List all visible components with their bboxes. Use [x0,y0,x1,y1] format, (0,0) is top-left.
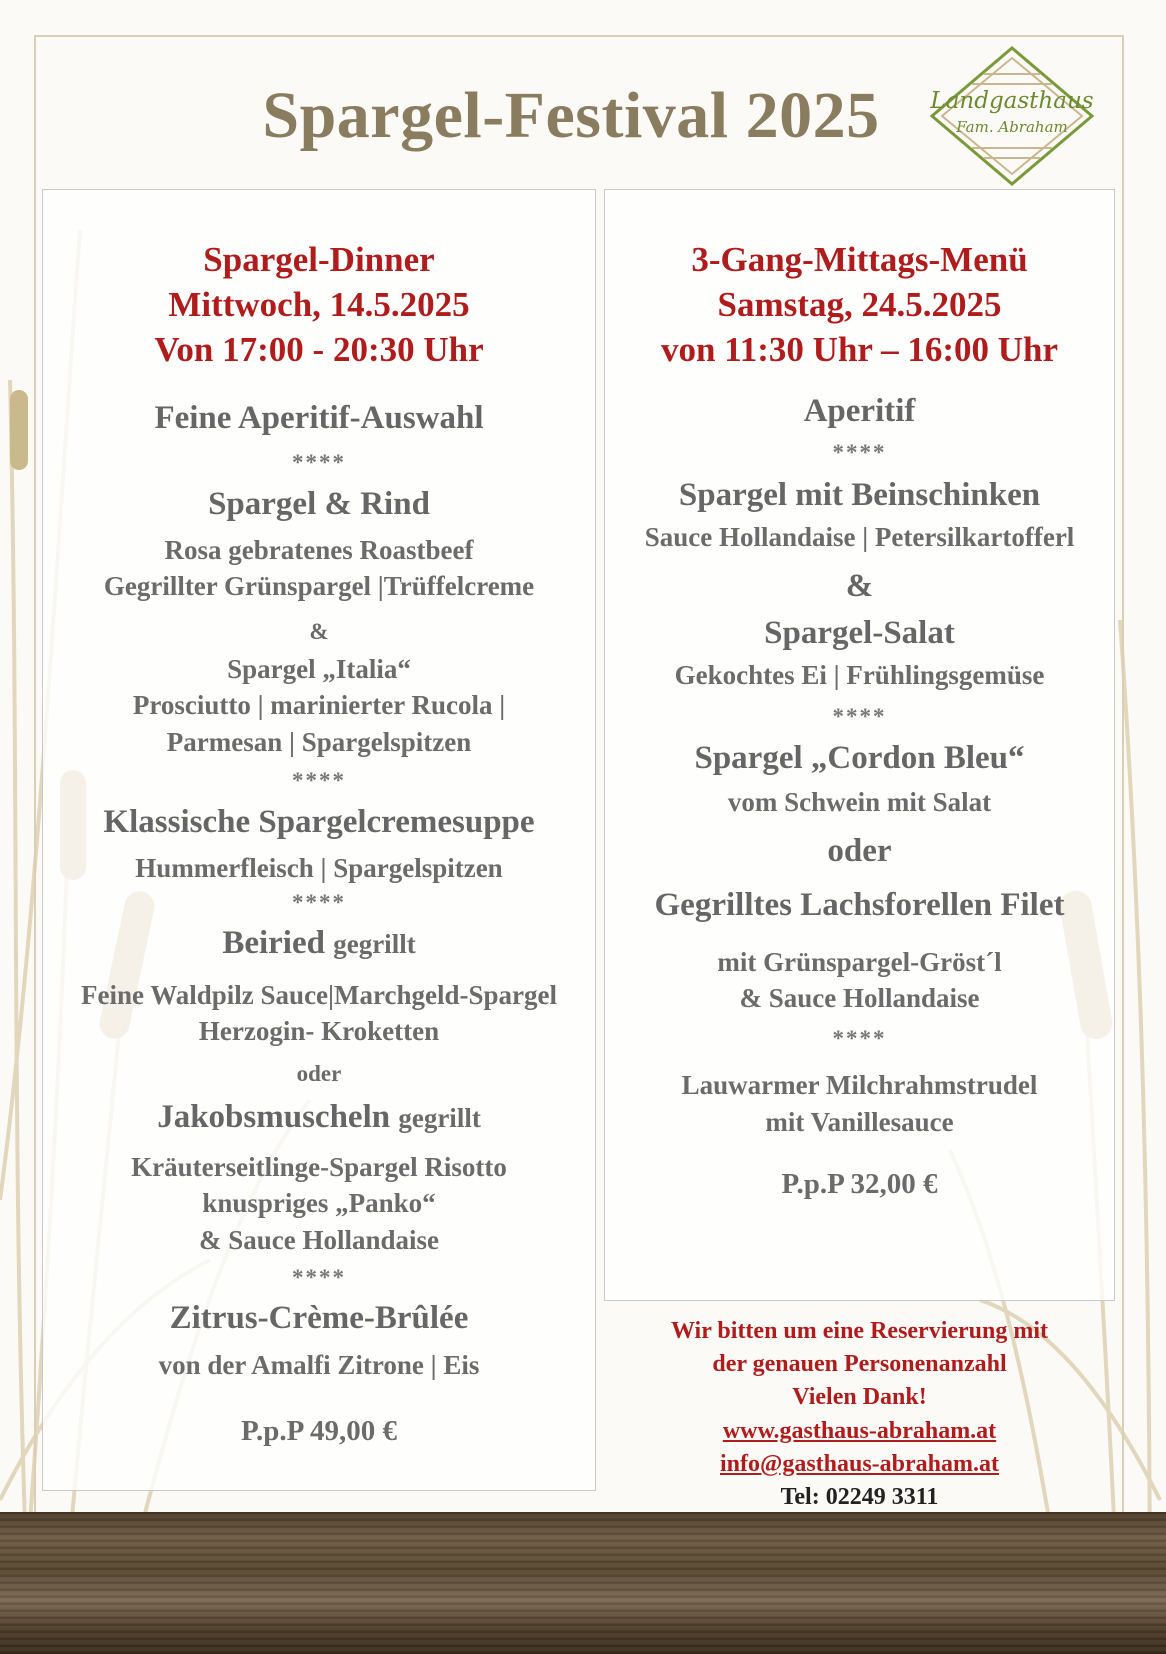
left-stars-3: **** [292,890,346,915]
left-course3-line2: Herzogin- Kroketten [198,1016,440,1046]
right-course2-title: Spargel „Cordon Bleu“ [694,740,1025,776]
left-course3b-line2: knuspriges „Panko“ [202,1188,436,1218]
spargel-dinner-column [42,189,596,1491]
right-oder: oder [827,833,892,869]
left-course3-line1: Feine Waldpilz Sauce|Marchgeld-Spargel [81,980,557,1010]
left-date: Mittwoch, 14.5.2025 [168,285,470,324]
right-course3-line1: Lauwarmer Milchrahmstrudel [681,1070,1038,1100]
right-course1-line1: Sauce Hollandaise | Petersilkartofferl [644,522,1075,552]
left-course3-name: Beiried [222,925,325,961]
right-price: P.p.P 32,00 € [781,1168,938,1200]
right-heading: 3-Gang-Mittags-Menü [691,240,1028,279]
left-course1-line1: Rosa gebratenes Roastbeef [164,535,474,565]
right-stars-3: **** [832,1026,887,1051]
right-date: Samstag, 24.5.2025 [717,285,1002,324]
left-course3b-title [43,1099,595,1136]
reservation-note-line2: der genauen Personenanzahl [712,1351,1007,1377]
left-heading: Spargel-Dinner [203,240,435,279]
left-course1-title: Spargel & Rind [208,486,430,522]
left-course2-title: Klassische Spargelcremesuppe [103,804,535,840]
page-title: Spargel-Festival 2025 [262,79,880,152]
left-course1-line2: Gegrillter Grünspargel |Trüffelcreme [103,571,535,601]
reservation-note-line1: Wir bitten um eine Reservierung mit [670,1318,1049,1344]
left-course3b-line1: Kräuterseitlinge-Spargel Risotto [131,1152,507,1182]
left-price: P.p.P 49,00 € [240,1415,398,1447]
right-course1b-title: Spargel-Salat [764,615,955,651]
right-time: von 11:30 Uhr – 16:00 Uhr [660,330,1058,369]
right-aperitif: Aperitif [803,393,916,429]
right-course2b-line1: mit Grünspargel-Gröst´l [717,947,1002,977]
right-course1-title: Spargel mit Beinschinken [678,477,1041,513]
left-course1b-line2: Parmesan | Spargelspitzen [166,727,472,757]
left-course4-title: Zitrus-Crème-Brûlée [169,1300,469,1336]
left-ampersand: & [309,619,329,644]
logo-line1: Landgasthaus [930,88,1094,114]
left-stars-4: **** [292,1265,346,1290]
left-course4-line1: von der Amalfi Zitrone | Eis [158,1350,480,1380]
logo-diamond-icon [924,44,1100,188]
left-course1b-title: Spargel „Italia“ [227,654,411,684]
left-oder: oder [296,1061,342,1086]
left-course3-suffix: gegrillt [333,929,416,959]
telephone-number: Tel: 02249 3311 [780,1484,939,1510]
right-course2b-title: Gegrilltes Lachsforellen Filet [654,887,1065,923]
left-course1b-line1: Prosciutto | marinierter Rucola | [132,690,506,720]
left-aperitif: Feine Aperitif-Auswahl [154,400,484,436]
left-course2-line1: Hummerfleisch | Spargelspitzen [135,853,503,883]
right-course2-line1: vom Schwein mit Salat [727,787,992,817]
left-stars-1: **** [292,450,346,475]
website-link[interactable]: www.gasthaus-abraham.at [722,1418,997,1444]
mittags-menu-column [604,189,1115,1301]
left-course3-title [43,925,595,962]
wood-plank-decoration [0,1512,1166,1654]
right-course1b-line1: Gekochtes Ei | Frühlingsgemüse [674,660,1045,690]
email-link[interactable]: info@gasthaus-abraham.at [719,1451,1000,1477]
right-stars-2: **** [832,704,887,729]
left-time: Von 17:00 - 20:30 Uhr [154,330,484,369]
right-ampersand: & [845,568,874,604]
left-course3b-name: Jakobsmuscheln [157,1099,391,1135]
right-stars-1: **** [832,440,887,465]
left-course3b-suffix: gegrillt [398,1103,481,1133]
reservation-note-thanks: Vielen Dank! [792,1384,927,1410]
right-course2b-line2: & Sauce Hollandaise [739,983,980,1013]
restaurant-logo [924,44,1100,188]
logo-line2: Fam. Abraham [956,118,1068,136]
right-course3-line2: mit Vanillesauce [765,1107,954,1137]
left-course3b-line3: & Sauce Hollandaise [198,1225,440,1255]
left-stars-2: **** [292,768,346,793]
